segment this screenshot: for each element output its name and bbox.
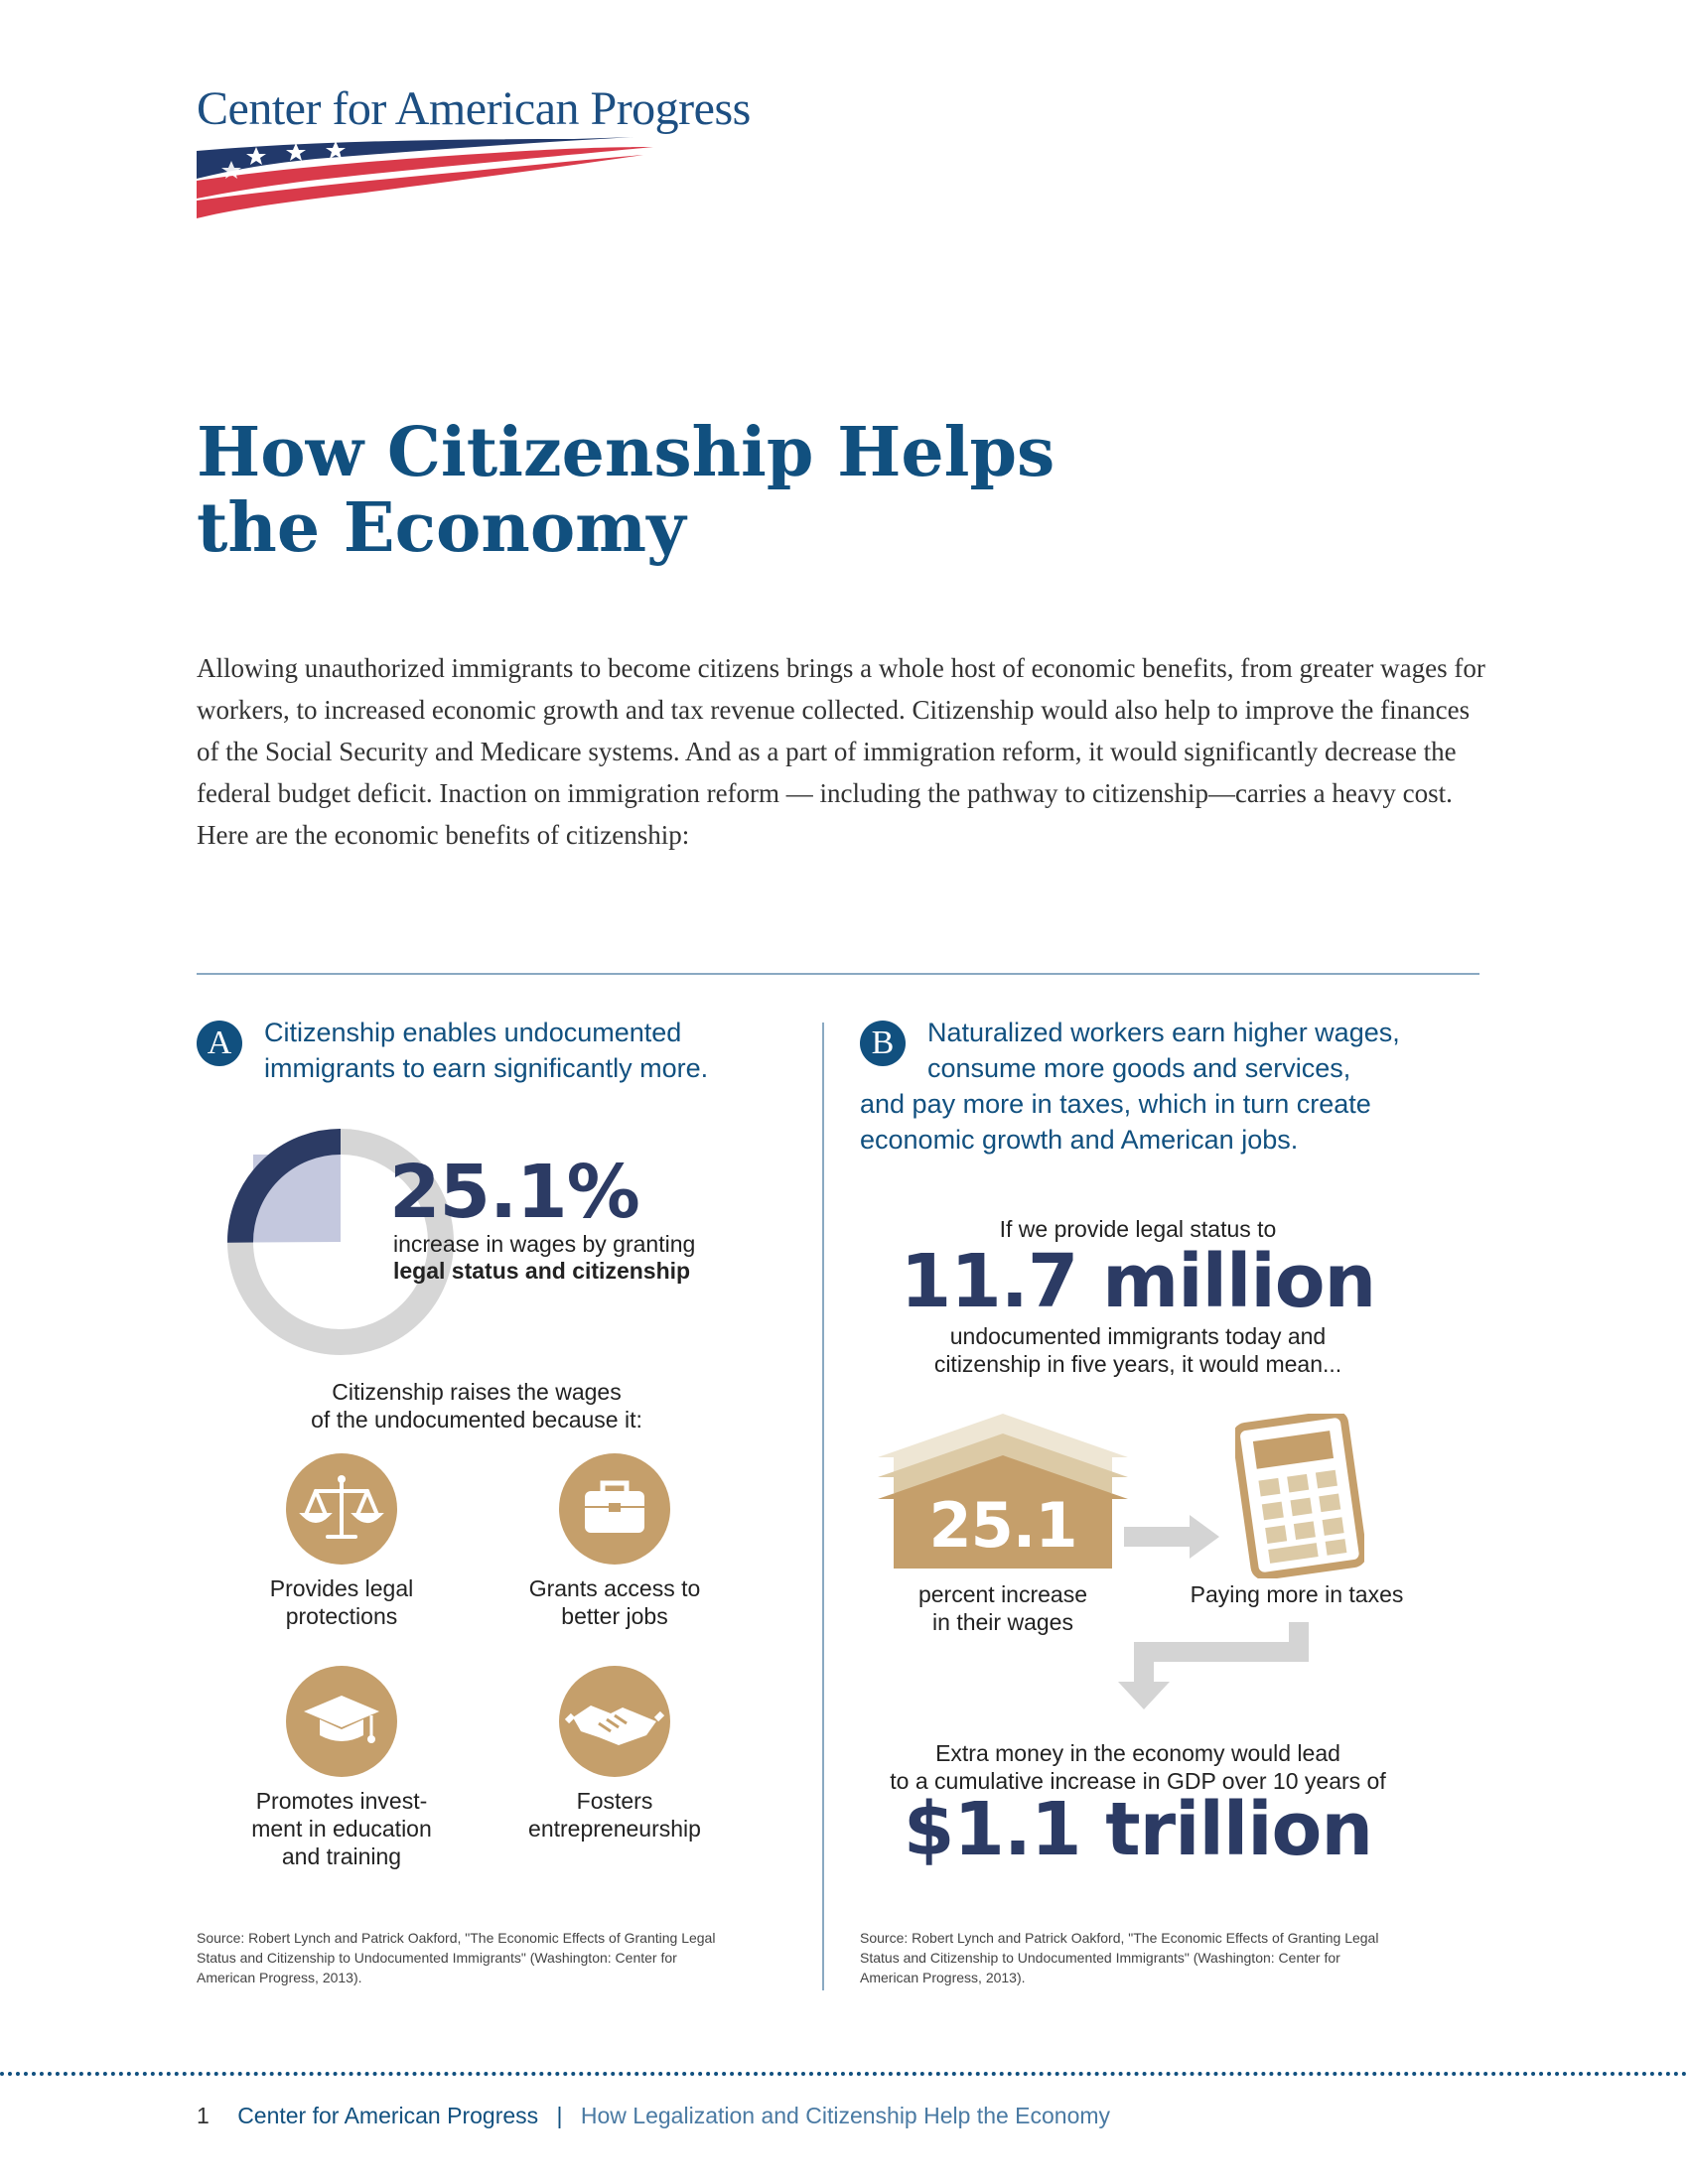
item-better-jobs: [490, 1574, 740, 1630]
source-b-line-2: Status and Citizenship to Undocumented Immigrants" (Washington: Center for: [860, 1950, 1340, 1966]
graduation-cap-icon: [286, 1666, 397, 1777]
item-1-line-2: protections: [285, 1603, 398, 1629]
intro-paragraph: Allowing unauthorized immigrants to become citizens brings a whole host of economic benefits, from greater wages for workers, to increased economic growth and tax revenue collected. Citizenship would also help to improve the finances of the Social Security and Medicare systems. And as a part of immigration reform, it would significantly decrease the federal budget deficit. Inaction on immigration reform — including the pathway to citizenship—carries a heavy cost. Here are the economic benefits of citizenship:: [197, 653, 1485, 850]
source-b-line-1: Source: Robert Lynch and Patrick Oakford, "The Economic Effects of Granting Legal: [860, 1930, 1379, 1946]
column-divider: [822, 1023, 824, 1990]
section-b-heading-line-3: and pay more in taxes, which in turn create: [860, 1089, 1371, 1119]
item-4-line-1: Fosters: [576, 1788, 653, 1814]
briefcase-icon: [559, 1453, 670, 1565]
wage-increase-description: [393, 1231, 695, 1285]
item-4-line-2: entrepreneurship: [528, 1816, 701, 1842]
undocumented-line-1: undocumented immigrants today and: [949, 1323, 1327, 1349]
house-desc-line-1: percent increase: [917, 1581, 1088, 1607]
footer-doc-title: How Legalization and Citizenship Help the Economy: [580, 2103, 1111, 2128]
section-b-badge: B: [860, 1021, 906, 1066]
source-a-line-2: Status and Citizenship to Undocumented Immigrants" (Washington: Center for: [197, 1950, 677, 1966]
house-desc-line-2: in their wages: [932, 1609, 1073, 1635]
title-line-2: the Economy: [197, 488, 686, 568]
section-b-heading-top: [927, 1015, 1400, 1086]
section-divider: [197, 973, 1479, 975]
legal-status-intro: If we provide legal status to: [999, 1216, 1277, 1242]
footer-org: Center for American Progress: [237, 2103, 539, 2128]
gdp-increase-stat: $1.1 trillion: [903, 1787, 1373, 1872]
item-3-line-2: ment in education: [251, 1816, 432, 1842]
item-entrepreneurship: [490, 1787, 740, 1843]
logo-wordmark: Center for American Progress: [197, 82, 751, 135]
page-footer: [197, 2103, 1110, 2129]
raises-wages-line-2: of the undocumented because it:: [311, 1407, 642, 1433]
undocumented-line-2: citizenship in five years, it would mean...: [933, 1351, 1342, 1377]
undocumented-text: [860, 1322, 1416, 1378]
wage-increase-desc-line-2: legal status and citizenship: [393, 1258, 691, 1284]
house-stat-description: [884, 1580, 1122, 1636]
item-3-line-1: Promotes invest-: [255, 1788, 428, 1814]
item-education: [216, 1787, 467, 1870]
calculator-icon: [1235, 1414, 1364, 1578]
item-2-line-1: Grants access to: [528, 1575, 701, 1601]
footer-separator: |: [556, 2103, 563, 2128]
gdp-intro-line-1: Extra money in the economy would lead: [935, 1740, 1340, 1766]
gdp-intro-line-2: to a cumulative increase in GDP over 10 years of: [890, 1768, 1386, 1794]
source-a-line-3: American Progress, 2013).: [197, 1970, 362, 1985]
section-a-badge: A: [197, 1021, 242, 1066]
immigrant-count-stat: 11.7 million: [900, 1239, 1376, 1324]
page-number: 1: [197, 2103, 210, 2128]
arrow-down-left-icon: [1114, 1622, 1319, 1713]
section-a-heading-line-2: immigrants to earn significantly more.: [264, 1053, 709, 1083]
section-a-heading: [264, 1015, 708, 1086]
taxes-label: Paying more in taxes: [1190, 1581, 1404, 1607]
footer-dotted-rule: [0, 2072, 1688, 2076]
page-title: [197, 415, 1487, 566]
section-b-source: [860, 1928, 1416, 1987]
item-legal-protections: [216, 1574, 467, 1630]
item-3-line-3: and training: [281, 1843, 402, 1869]
handshake-icon: [559, 1666, 670, 1777]
source-b-line-3: American Progress, 2013).: [860, 1970, 1026, 1985]
house-stat-number: 25.1: [928, 1489, 1077, 1562]
item-1-line-1: Provides legal: [269, 1575, 414, 1601]
section-b-heading-bottom: [860, 1086, 1371, 1158]
arrow-right-icon: [1124, 1515, 1223, 1559]
scales-icon: [286, 1453, 397, 1565]
section-a-source: [197, 1928, 753, 1987]
section-b-heading-line-4: economic growth and American jobs.: [860, 1125, 1299, 1155]
item-2-line-2: better jobs: [561, 1603, 668, 1629]
raises-wages-line-1: Citizenship raises the wages: [332, 1379, 622, 1405]
section-b-heading-line-1: Naturalized workers earn higher wages,: [927, 1018, 1400, 1047]
source-a-line-1: Source: Robert Lynch and Patrick Oakford, "The Economic Effects of Granting Legal: [197, 1930, 716, 1946]
section-b-heading-line-2: consume more goods and services,: [927, 1053, 1351, 1083]
section-a-heading-line-1: Citizenship enables undocumented: [264, 1018, 682, 1047]
flag-swoosh-logo: [197, 137, 653, 222]
title-line-1: How Citizenship Helps: [197, 413, 1055, 492]
wage-increase-stat: 25.1%: [389, 1150, 639, 1235]
raises-wages-text: [228, 1378, 725, 1433]
wage-increase-desc-line-1: increase in wages by granting: [393, 1231, 696, 1257]
